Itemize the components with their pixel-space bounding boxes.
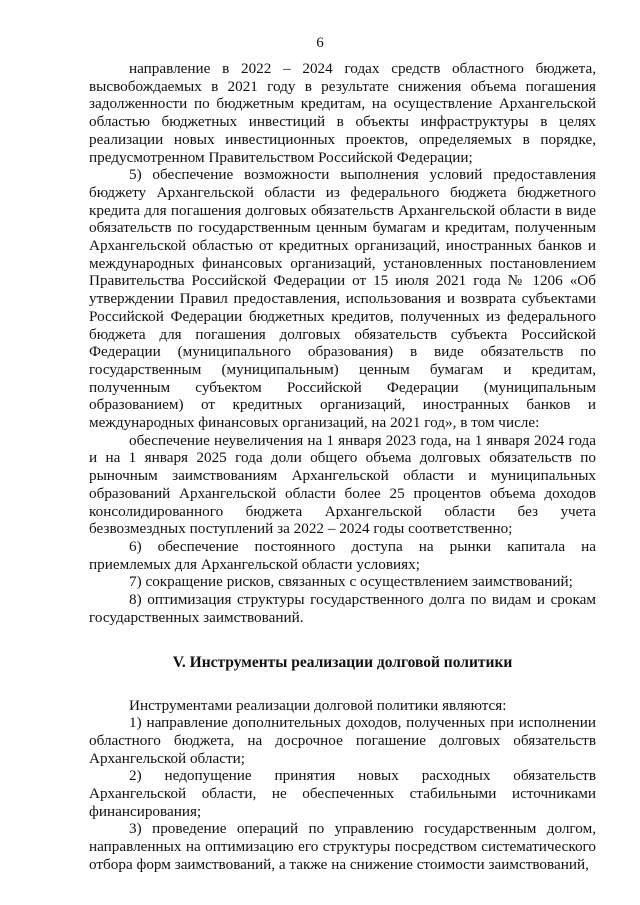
paragraph: 3) проведение операций по управлению государственным долгом, направленных на оптимизацию его структуры посредством систематического отбора форм заимствований, а также на снижение стоимости заимствований, (89, 820, 596, 873)
paragraph: 5) обеспечение возможности выполнения условий предоставления бюджету Архангельской области из федерального бюджета бюджетного кредита для погашения долговых обязательств Архангельской области в виде обязательств по государственным ценным бумагам и кредитам, полученным Архангельской областью от кредитных организаций, иностранных банков и международных финансовых организаций, установленных постановлением Правительства Российской Федерации от 15 июля 2021 года № 1206 «Об утверждении Правил предоставления, использования и возврата субъектами Российской Федерации бюджетных кредитов, полученных из федерального бюджета для погашения долговых обязательств субъекта Российской Федерации (муниципального образования) в виде обязательств по государственным (муниципальным) ценным бумагам и кредитам, полученным субъектом Российской Федерации (муниципальным образованием) от кредитных организаций, иностранных банков и международных финансовых организаций, на 2021 год», в том числе: (89, 166, 596, 432)
paragraph: 8) оптимизация структуры государственного долга по видам и срокам государственных заимствований. (89, 591, 596, 626)
paragraph: 6) обеспечение постоянного доступа на рынки капитала на приемлемых для Архангельской области условиях; (89, 537, 596, 573)
paragraph: направление в 2022 – 2024 годах средств областного бюджета, высвобождаемых в 2021 году в результате снижения объема погашения задолженности по бюджетным кредитам, на осуществление Архангельской областью бюджетных инвестиций в объекты инфраструктуры в целях реализации новых инвестиционных проектов, определяемых в порядке, предусмотренном Правительством Российской Федерации; (89, 60, 596, 166)
section-heading: V. Инструменты реализации долговой политики (172, 653, 513, 671)
paragraph: Инструментами реализации долговой политики являются: (129, 696, 507, 714)
document-body (89, 60, 596, 874)
paragraph: 1) направление дополнительных доходов, полученных при исполнении областного бюджета, на досрочное погашение долговых обязательств Архангельской области; (89, 714, 596, 767)
page-number: 6 (316, 35, 324, 51)
paragraph: 7) сокращение рисков, связанных с осуществлением заимствований; (129, 573, 573, 591)
paragraph: 2) недопущение принятия новых расходных обязательств Архангельской области, не обеспеченных стабильными источниками финансирования; (89, 767, 596, 820)
paragraph: обеспечение неувеличения на 1 января 2023 года, на 1 января 2024 года и на 1 января 2025 года доли общего объема долговых обязательств по рыночным заимствованиям Архангельской области и муниципальных образований Архангельской области более 25 процентов объема доходов консолидированного бюджета Архангельской области без учета безвозмездных поступлений за 2022 – 2024 годы соответственно; (89, 431, 596, 538)
